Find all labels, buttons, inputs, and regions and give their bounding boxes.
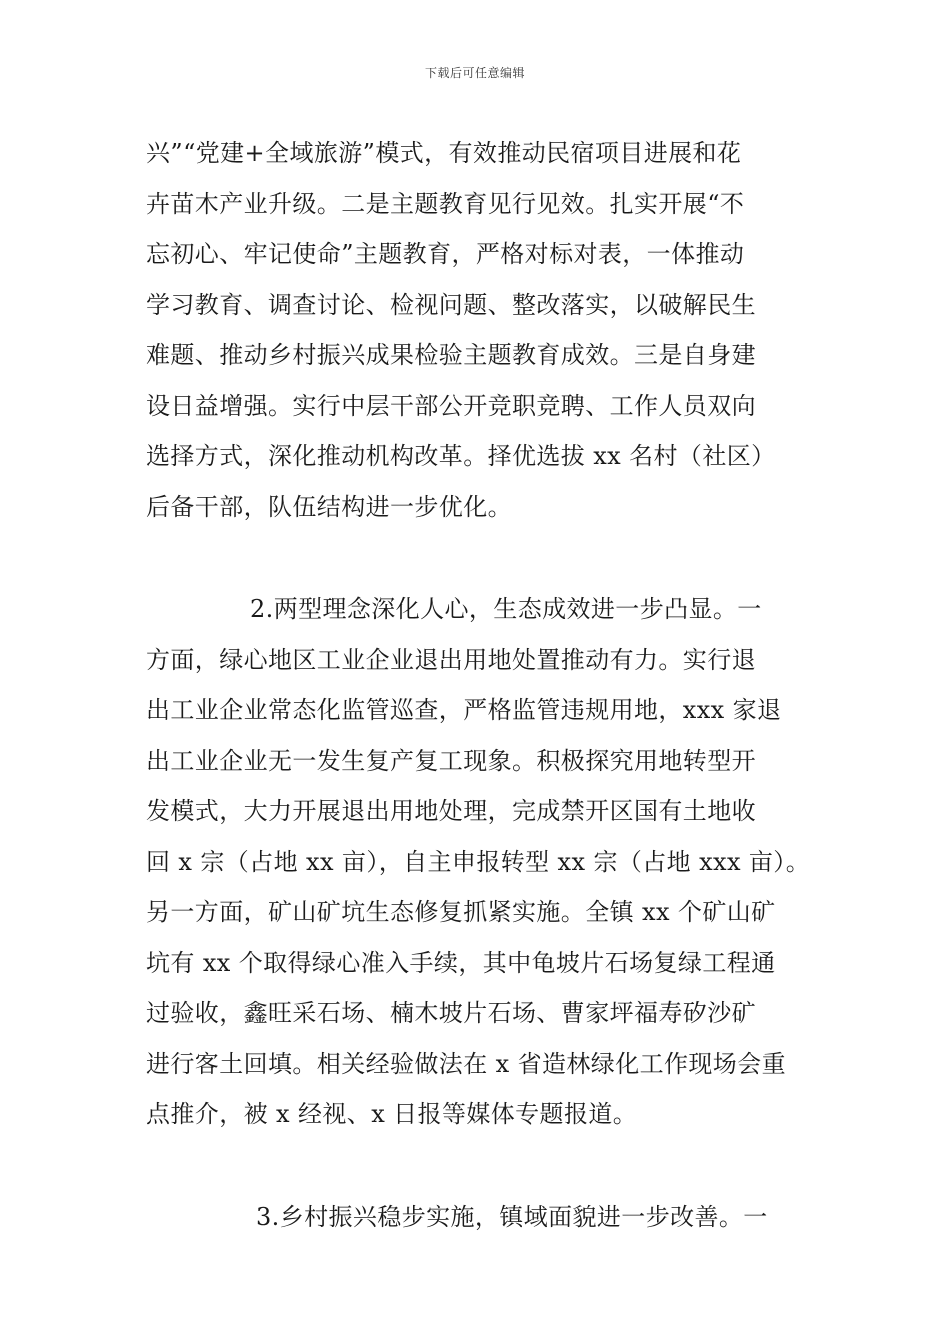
- document-body: [146, 128, 811, 1242]
- paragraph-3: [146, 1192, 806, 1243]
- text-line: 难题、推动乡村振兴成果检验主题教育成效。三是自身建: [146, 341, 756, 369]
- paragraph-gap: [146, 1140, 806, 1192]
- text-line: 方面，绿心地区工业企业退出用地处置推动有力。实行退: [146, 645, 756, 674]
- paragraph-gap: [146, 532, 806, 584]
- text-line: 出工业企业常态化监管巡查，严格监管违规用地，xxx 家退: [146, 696, 782, 724]
- text-line: 进行客土回填。相关经验做法在 x 省造林绿化工作现场会重: [146, 1049, 786, 1078]
- text-line: 出工业企业无一发生复产复工现象。积极探究用地转型开: [146, 746, 756, 775]
- text-line: 2.两型理念深化人心，生态成效进一步凸显。一: [250, 595, 762, 623]
- paragraph-2: [146, 584, 811, 1140]
- text-line: 坑有 xx 个取得绿心准入手续，其中龟坡片石场复绿工程通: [146, 948, 776, 977]
- text-line: 3.乡村振兴稳步实施，镇域面貌进一步改善。一: [256, 1202, 768, 1231]
- paragraph-1: [146, 128, 806, 532]
- text-line: 后备干部，队伍结构进一步优化。: [146, 492, 512, 521]
- text-line: 选择方式，深化推动机构改革。择优选拔 xx 名村（社区）: [146, 442, 776, 470]
- text-line: 点推介，被 x 经视、x 日报等媒体专题报道。: [146, 1100, 638, 1128]
- text-line: 学习教育、调查讨论、检视问题、整改落实，以破解民生: [146, 290, 756, 319]
- page-header: 下载后可任意编辑: [424, 66, 525, 80]
- text-line: 忘初心、牢记使命”主题教育，严格对标对表，一体推动: [146, 240, 745, 268]
- text-line: 发模式，大力开展退出用地处理，完成禁开区国有土地收: [146, 797, 756, 825]
- text-line: 另一方面，矿山矿坑生态修复抓紧实施。全镇 xx 个矿山矿: [146, 898, 776, 926]
- text-line: 设日益增强。实行中层干部公开竞职竞聘、工作人员双向: [146, 391, 756, 420]
- text-line: 过验收，鑫旺采石场、楠木坡片石场、曹家坪福寿矽沙矿: [146, 999, 756, 1027]
- text-line: 回 x 宗（占地 xx 亩），自主申报转型 xx 宗（占地 xxx 亩）。: [146, 847, 811, 876]
- text-line: 兴”“党建+全域旅游”模式，有效推动民宿项目进展和花: [146, 139, 742, 167]
- text-line: 卉苗木产业升级。二是主题教育见行见效。扎实开展“不: [146, 189, 745, 218]
